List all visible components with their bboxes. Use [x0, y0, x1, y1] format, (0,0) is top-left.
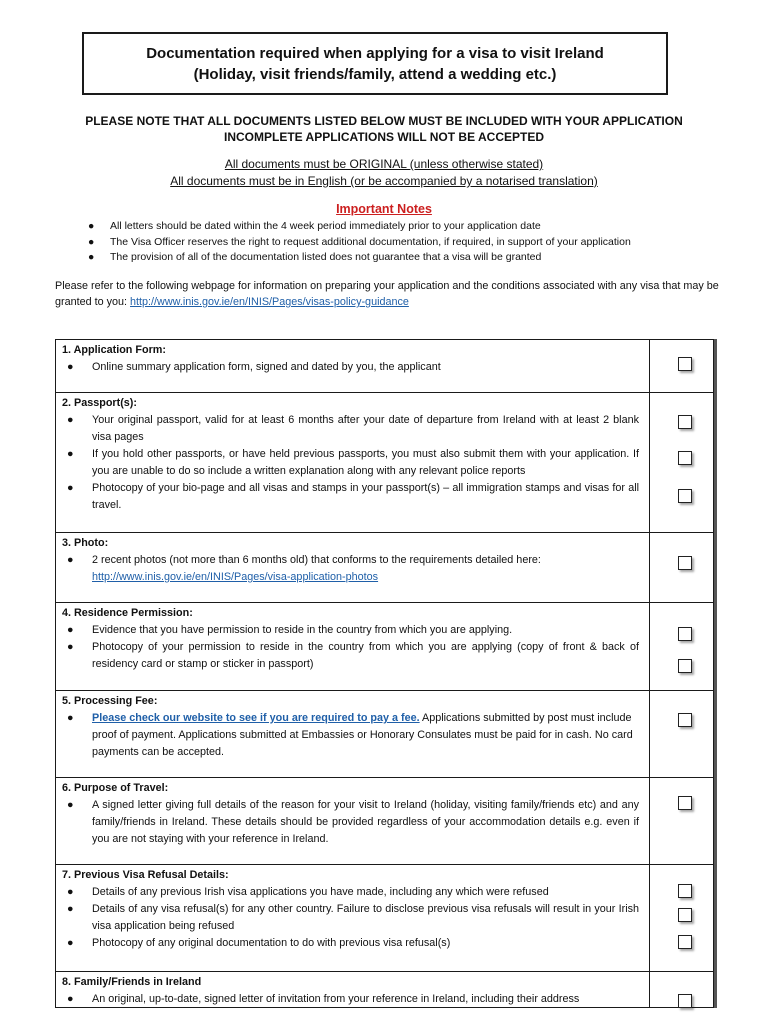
bullet-icon: ● [88, 251, 95, 263]
checklist-row-residence-permission [55, 603, 714, 691]
section-title: 6. Purpose of Travel: [62, 782, 169, 794]
checkbox[interactable] [678, 935, 692, 949]
section-title: 4. Residence Permission: [62, 607, 193, 619]
list-item: ● Details of any visa refusal(s) for any other country. Failure to disclose previous visa refusals will result in your Irish visa application being refused [67, 903, 639, 932]
bullet-icon: ● [67, 903, 74, 915]
section-title: 8. Family/Friends in Ireland [62, 976, 202, 988]
checkbox[interactable] [678, 884, 692, 898]
bullet-icon: ● [67, 554, 74, 566]
checklist-row-application-form [55, 339, 714, 393]
checklist-row-previous-refusals [55, 865, 714, 972]
list-item: ● A signed letter giving full details of the reason for your visit to Ireland (holiday, visiting family/friends etc) and any family/friends in Ireland. These details should be provided regardless of your accommodation details e.g. even if you are not staying with your reference in Ireland. [67, 799, 639, 845]
list-item: ● Online summary application form, signed and dated by you, the applicant [62, 359, 643, 376]
bullet-icon: ● [88, 235, 95, 248]
checkbox[interactable] [678, 713, 692, 727]
english-requirement: All documents must be in English (or be accompanied by a notarised translation) [170, 174, 598, 188]
bullet-icon: ● [88, 220, 95, 232]
bullet-icon: ● [67, 448, 74, 460]
list-item: ● Your original passport, valid for at least 6 months after your date of departure from Ireland with at least 2 blank visa pages [67, 414, 639, 443]
bullet-icon: ● [67, 414, 74, 426]
bullet-icon: ● [67, 993, 74, 1005]
document-title: Documentation required when applying for a visa to visit Ireland [146, 45, 604, 62]
list-item: ● All letters should be dated within the 4 week period immediately prior to your application date [88, 219, 631, 235]
section-title: 5. Processing Fee: [62, 695, 158, 707]
checkbox[interactable] [678, 908, 692, 922]
checkbox[interactable] [678, 627, 692, 641]
notice-line-1: PLEASE NOTE THAT ALL DOCUMENTS LISTED BELOW MUST BE INCLUDED WITH YOUR APPLICATION [85, 114, 683, 128]
checkbox[interactable] [678, 994, 692, 1008]
guidance-link[interactable]: http://www.inis.gov.ie/en/INIS/Pages/visas-policy-guidance [130, 296, 409, 308]
checkbox[interactable] [678, 451, 692, 465]
section-title: 3. Photo: [62, 537, 109, 549]
section-title: 1. Application Form: [62, 344, 166, 356]
bullet-icon: ● [67, 482, 74, 494]
guidance-paragraph: Please refer to the following webpage for information on preparing your application and the conditions associated with any visa that may be granted to you: http://www.inis.gov.ie/en/INIS/Pages/visas-policy-guidance [55, 280, 719, 308]
bullet-icon: ● [67, 937, 74, 949]
bullet-icon: ● [67, 886, 74, 898]
checklist-row-photo [55, 533, 714, 603]
bullet-icon: ● [67, 361, 74, 373]
important-notes-title: Important Notes [336, 202, 432, 216]
checkbox[interactable] [678, 357, 692, 371]
original-requirement: All documents must be ORIGINAL (unless otherwise stated) [224, 157, 544, 171]
checklist-row-family-friends [55, 972, 714, 1008]
checkbox[interactable] [678, 415, 692, 429]
notice-line-2: INCOMPLETE APPLICATIONS WILL NOT BE ACCEPTED [223, 130, 544, 144]
list-item: ● Please check our website to see if you are required to pay a fee. Applications submitted by post must include proof of payment. Applications submitted at Embassies or Honorary Consulates must be paid for in cash. No card payments can be accepted. [67, 712, 633, 758]
bullet-icon: ● [67, 641, 74, 653]
document-subtitle: (Holiday, visit friends/family, attend a wedding etc.) [193, 66, 557, 83]
photo-requirements-link[interactable]: http://www.inis.gov.ie/en/INIS/Pages/visa-application-photos [92, 571, 379, 583]
list-item: ● If you hold other passports, or have held previous passports, you must also submit them with your application. If you are unable to do so include a written explanation along with any relevant police reports [67, 448, 639, 477]
bullet-icon: ● [67, 712, 74, 724]
list-item: ● The Visa Officer reserves the right to request additional documentation, if required, in support of your application [88, 235, 631, 251]
bullet-icon: ● [67, 624, 74, 636]
checklist-row-passports [55, 393, 714, 533]
list-item: ● Photocopy of any original documentation to do with previous visa refusal(s) [62, 935, 643, 952]
list-item: ● Evidence that you have permission to reside in the country from which you are applying. [62, 622, 643, 639]
checkbox[interactable] [678, 796, 692, 810]
checklist-table [55, 339, 717, 1008]
list-item: ● An original, up-to-date, signed letter of invitation from your reference in Ireland, including their address [62, 991, 643, 1008]
list-item: ● The provision of all of the documentation listed does not guarantee that a visa will be granted [88, 250, 631, 266]
list-item: ● Details of any previous Irish visa applications you have made, including any which were refused [62, 884, 643, 901]
section-title: 2. Passport(s): [62, 397, 137, 409]
list-item: ● Photocopy of your bio-page and all visas and stamps in your passport(s) – all immigration stamps and visas for all travel. [67, 482, 639, 511]
section-title: 7. Previous Visa Refusal Details: [62, 869, 229, 881]
document-title-box [82, 32, 668, 95]
checkbox[interactable] [678, 489, 692, 503]
checklist-row-processing-fee [55, 691, 714, 778]
list-item: ● Photocopy of your permission to reside in the country from which you are applying (copy of front & back of residency card or stamp or sticker in passport) [67, 641, 639, 670]
fee-check-link[interactable]: Please check our website to see if you are required to pay a fee. [92, 712, 420, 724]
checkbox[interactable] [678, 659, 692, 673]
important-notes-list [88, 219, 631, 266]
checkbox[interactable] [678, 556, 692, 570]
checklist-row-purpose-of-travel [55, 778, 714, 865]
list-item: ● 2 recent photos (not more than 6 months old) that conforms to the requirements detailed here: http://www.inis.gov.ie/en/INIS/Pages/visa-application-photos [67, 554, 541, 583]
bullet-icon: ● [67, 799, 74, 811]
